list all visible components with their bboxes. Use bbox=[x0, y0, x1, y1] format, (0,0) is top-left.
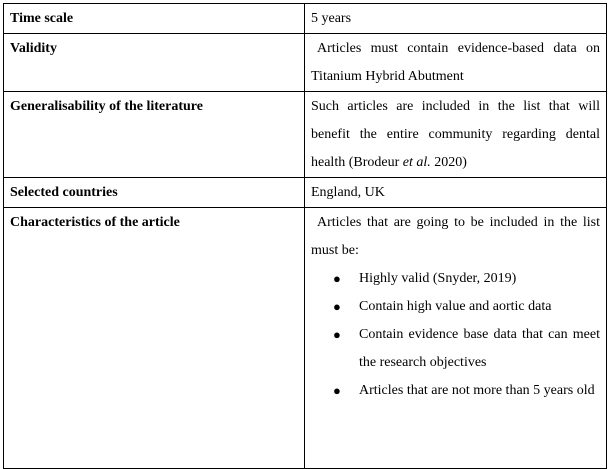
citation-year: 2020) bbox=[430, 155, 467, 170]
generalisability-text: Such articles are included in the list that will benefit the entire community regarding dental health (Brodeur bbox=[311, 99, 600, 170]
characteristics-label: Characteristics of the article bbox=[10, 215, 180, 230]
generalisability-label: Generalisability of the literature bbox=[10, 99, 203, 114]
characteristics-intro: Articles that are going to be included in the list must be: bbox=[311, 215, 600, 258]
value-cell bbox=[305, 92, 607, 178]
generalisability-value bbox=[305, 92, 606, 177]
list-item-text: Contain high value and aortic data bbox=[359, 299, 552, 314]
validity-label: Validity bbox=[10, 41, 57, 56]
time-scale-label: Time scale bbox=[10, 11, 74, 26]
list-item bbox=[305, 321, 600, 377]
list-item-text: Contain evidence base data that can meet the research objectives bbox=[359, 327, 600, 370]
bullet-icon: ● bbox=[333, 383, 341, 398]
bullet-icon: ● bbox=[333, 271, 341, 286]
value-cell bbox=[305, 208, 607, 469]
citation-et-al: et al. bbox=[402, 155, 431, 170]
time-scale-value: 5 years bbox=[311, 11, 352, 26]
list-item bbox=[305, 377, 600, 405]
table-row-selected-countries bbox=[4, 178, 607, 208]
list-item-text: Articles that are not more than 5 years old bbox=[359, 383, 595, 398]
label-cell bbox=[4, 208, 305, 469]
value-cell bbox=[305, 178, 607, 208]
criteria-bullet-list bbox=[305, 265, 606, 405]
value-cell bbox=[305, 4, 607, 34]
validity-value: Articles must contain evidence-based data on Titanium Hybrid Abutment bbox=[311, 41, 600, 84]
list-item-text: Highly valid (Snyder, 2019) bbox=[359, 271, 517, 286]
countries-value: England, UK bbox=[311, 185, 385, 200]
criteria-table bbox=[3, 3, 607, 469]
list-item bbox=[305, 265, 600, 293]
table-row-time-scale bbox=[4, 4, 607, 34]
countries-label: Selected countries bbox=[10, 185, 118, 200]
bullet-icon: ● bbox=[333, 299, 341, 314]
label-cell bbox=[4, 178, 305, 208]
value-cell bbox=[305, 34, 607, 92]
bullet-icon: ● bbox=[333, 327, 341, 342]
table-row-validity bbox=[4, 34, 607, 92]
label-cell bbox=[4, 4, 305, 34]
label-cell bbox=[4, 34, 305, 92]
label-cell bbox=[4, 92, 305, 178]
table-row-characteristics bbox=[4, 208, 607, 469]
table-row-generalisability bbox=[4, 92, 607, 178]
list-item bbox=[305, 293, 600, 321]
